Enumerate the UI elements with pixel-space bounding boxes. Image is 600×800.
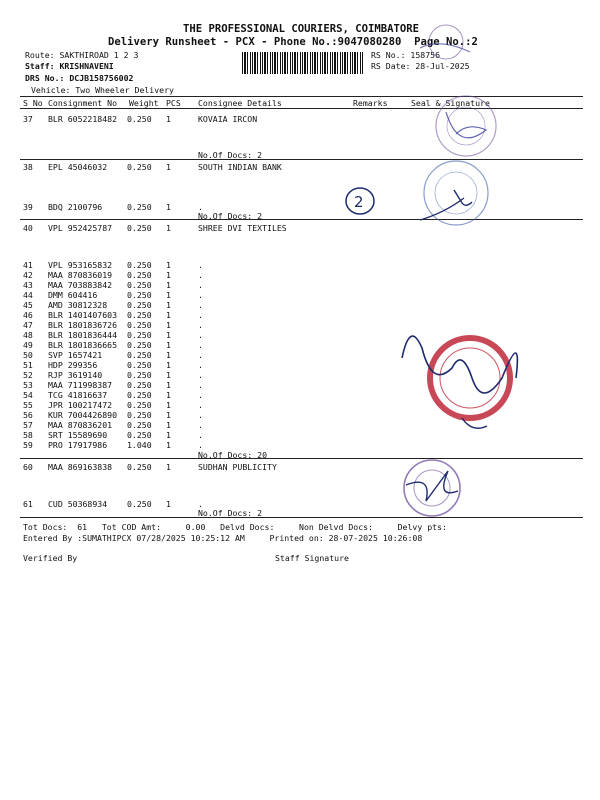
cell-weight: 0.250 <box>127 350 152 360</box>
totals-summary: Tot Docs: 61 Tot COD Amt: 0.00 Delvd Docs: Non Delvd Docs: Delvy pts: <box>23 522 447 532</box>
cell-sno: 39 <box>23 202 33 212</box>
cell-pcs: 1 <box>166 223 171 233</box>
staff-signature-label: Staff Signature <box>275 553 349 563</box>
cell-consignment: MAA 870836019 <box>48 270 113 280</box>
table-row <box>0 280 600 290</box>
col-sno: S No <box>23 98 43 108</box>
cell-pcs: 1 <box>166 280 171 290</box>
cell-weight: 0.250 <box>127 410 152 420</box>
cell-consignment: PRO 17917986 <box>48 440 108 450</box>
cell-consignee: . <box>198 340 203 350</box>
remark-mark: 2 <box>354 193 364 211</box>
cell-consignee: . <box>198 290 203 300</box>
cell-pcs: 1 <box>166 410 171 420</box>
cell-pcs: 1 <box>166 202 171 212</box>
cell-consignee: . <box>198 499 203 509</box>
cell-consignment: JPR 100217472 <box>48 400 113 410</box>
cell-sno: 43 <box>23 280 33 290</box>
cell-sno: 49 <box>23 340 33 350</box>
table-row <box>0 462 600 472</box>
cell-pcs: 1 <box>166 310 171 320</box>
col-consignment: Consignment No <box>48 98 118 108</box>
cell-weight: 0.250 <box>127 330 152 340</box>
table-row <box>0 260 600 270</box>
cell-consignee: . <box>198 330 203 340</box>
cell-consignment: MAA 711998387 <box>48 380 113 390</box>
cell-sno: 59 <box>23 440 33 450</box>
route-label: Route: SAKTHIROAD 1 2 3 <box>25 50 139 60</box>
cell-pcs: 1 <box>166 260 171 270</box>
cell-weight: 0.250 <box>127 202 152 212</box>
cell-weight: 0.250 <box>127 270 152 280</box>
docs-count: No.Of Docs: 2 <box>198 211 263 221</box>
seal-shreedevi-textile-icon <box>392 318 528 440</box>
cell-pcs: 1 <box>166 114 171 124</box>
cell-consignee: . <box>198 260 203 270</box>
cell-consignment: BLR 1401407603 <box>48 310 118 320</box>
col-weight: Weight <box>129 98 159 108</box>
cell-consignee: . <box>198 410 203 420</box>
cell-pcs: 1 <box>166 340 171 350</box>
cell-consignment: BLR 1801836444 <box>48 330 118 340</box>
cell-pcs: 1 <box>166 300 171 310</box>
cell-consignee: . <box>198 370 203 380</box>
cell-sno: 48 <box>23 330 33 340</box>
cell-pcs: 1 <box>166 270 171 280</box>
cell-consignment: VPL 953165832 <box>48 260 113 270</box>
column-headers <box>0 98 600 108</box>
col-remarks: Remarks <box>353 98 388 108</box>
cell-weight: 0.250 <box>127 114 152 124</box>
runsheet-title: Delivery Runsheet - PCX - Phone No.:9047080280 Page No.:2 <box>108 36 478 48</box>
cell-sno: 52 <box>23 370 33 380</box>
cell-pcs: 1 <box>166 330 171 340</box>
cell-consignee: SHREE DVI TEXTILES <box>198 223 287 233</box>
cell-sno: 38 <box>23 162 33 172</box>
cell-weight: 0.250 <box>127 420 152 430</box>
table-row <box>0 223 600 233</box>
company-name: THE PROFESSIONAL COURIERS, COIMBATORE <box>183 23 419 35</box>
cell-weight: 0.250 <box>127 360 152 370</box>
cell-consignee: . <box>198 270 203 280</box>
cell-consignee: . <box>198 300 203 310</box>
cell-sno: 56 <box>23 410 33 420</box>
cell-consignee: . <box>198 310 203 320</box>
col-consignee: Consignee Details <box>198 98 282 108</box>
cell-sno: 42 <box>23 270 33 280</box>
cell-pcs: 1 <box>166 499 171 509</box>
cell-weight: 0.250 <box>127 390 152 400</box>
cell-consignee: . <box>198 360 203 370</box>
cell-weight: 0.250 <box>127 162 152 172</box>
cell-consignee: . <box>198 320 203 330</box>
cell-consignment: MAA 703883842 <box>48 280 113 290</box>
cell-consignee: . <box>198 430 203 440</box>
cell-pcs: 1 <box>166 462 171 472</box>
cell-pcs: 1 <box>166 350 171 360</box>
cell-weight: 0.250 <box>127 280 152 290</box>
cell-sno: 57 <box>23 420 33 430</box>
cell-consignment: HDP 299356 <box>48 360 98 370</box>
cell-pcs: 1 <box>166 420 171 430</box>
cell-consignment: BDQ 2100796 <box>48 202 103 212</box>
cell-pcs: 1 <box>166 390 171 400</box>
table-row <box>0 114 600 124</box>
cell-consignment: CUD 50368934 <box>48 499 108 509</box>
cell-consignment: SVP 1657421 <box>48 350 103 360</box>
verified-by: Verified By <box>23 553 78 563</box>
cell-consignment: KUR 7004426890 <box>48 410 118 420</box>
cell-consignment: DMM 604416 <box>48 290 98 300</box>
cell-sno: 45 <box>23 300 33 310</box>
cell-sno: 60 <box>23 462 33 472</box>
docs-count: No.Of Docs: 2 <box>198 150 263 160</box>
cell-sno: 41 <box>23 260 33 270</box>
cell-sno: 54 <box>23 390 33 400</box>
seal-sudhan-publicity-icon <box>392 455 476 521</box>
remark-circle-icon <box>340 182 380 220</box>
cell-consignee: KOVAIA IRCON <box>198 114 258 124</box>
cell-consignee: . <box>198 280 203 290</box>
cell-sno: 44 <box>23 290 33 300</box>
section-divider <box>20 458 583 459</box>
table-row <box>0 290 600 300</box>
cell-sno: 61 <box>23 499 33 509</box>
cell-weight: 0.250 <box>127 380 152 390</box>
cell-weight: 0.250 <box>127 370 152 380</box>
cell-weight: 0.250 <box>127 320 152 330</box>
cell-consignment: EPL 45046032 <box>48 162 108 172</box>
page-stamp-overlay <box>400 8 600 68</box>
cell-sno: 46 <box>23 310 33 320</box>
cell-consignment: VPL 952425787 <box>48 223 113 233</box>
cell-pcs: 1 <box>166 360 171 370</box>
cell-weight: 0.250 <box>127 223 152 233</box>
cell-pcs: 1 <box>166 380 171 390</box>
cell-consignment: BLR 1801836665 <box>48 340 118 350</box>
cell-consignment: AMD 30812328 <box>48 300 108 310</box>
cell-pcs: 1 <box>166 370 171 380</box>
cell-sno: 37 <box>23 114 33 124</box>
cell-weight: 0.250 <box>127 300 152 310</box>
cell-pcs: 1 <box>166 290 171 300</box>
cell-consignment: MAA 869163838 <box>48 462 113 472</box>
table-row <box>0 270 600 280</box>
table-row <box>0 162 600 172</box>
cell-consignee: SUDHAN PUBLICITY <box>198 462 277 472</box>
cell-consignment: RJP 3619140 <box>48 370 103 380</box>
cell-sno: 53 <box>23 380 33 390</box>
cell-consignment: BLR 6052218482 <box>48 114 118 124</box>
cell-consignee: . <box>198 202 203 212</box>
barcode <box>242 52 364 74</box>
cell-weight: 0.250 <box>127 290 152 300</box>
docs-count: No.Of Docs: 2 <box>198 508 263 518</box>
entered-by: Entered By :SUMATHIPCX 07/28/2025 10:25:12 AM Printed on: 28-07-2025 10:26:08 <box>23 533 423 543</box>
cell-weight: 1.040 <box>127 440 152 450</box>
cell-pcs: 1 <box>166 400 171 410</box>
docs-count: No.Of Docs: 20 <box>198 450 268 460</box>
cell-weight: 0.250 <box>127 462 152 472</box>
cell-sno: 40 <box>23 223 33 233</box>
staff-label: Staff: KRISHNAVENI <box>25 61 114 71</box>
cell-consignment: TCG 41816637 <box>48 390 108 400</box>
cell-weight: 0.250 <box>127 400 152 410</box>
cell-sno: 51 <box>23 360 33 370</box>
table-row <box>0 300 600 310</box>
cell-pcs: 1 <box>166 162 171 172</box>
cell-consignee: SOUTH INDIAN BANK <box>198 162 282 172</box>
cell-weight: 0.250 <box>127 499 152 509</box>
vehicle-label: Vehicle: Two Wheeler Delivery <box>31 85 174 95</box>
cell-consignee: . <box>198 420 203 430</box>
rs-date: RS Date: 28-Jul-2025 <box>371 61 470 71</box>
seal-kovaia-ircon-icon <box>428 92 508 162</box>
cell-sno: 55 <box>23 400 33 410</box>
cell-consignee: . <box>198 400 203 410</box>
cell-consignee: . <box>198 390 203 400</box>
section-divider <box>20 219 583 220</box>
seal-south-indian-bank-icon <box>414 158 498 230</box>
cell-consignee: . <box>198 350 203 360</box>
col-seal: Seal & Signature <box>411 98 490 108</box>
cell-consignment: SRT 15589690 <box>48 430 108 440</box>
cell-sno: 47 <box>23 320 33 330</box>
table-row <box>0 440 600 450</box>
col-pcs: PCS <box>166 98 181 108</box>
rs-number: RS No.: 158756 <box>371 50 441 60</box>
section-divider <box>20 517 583 518</box>
cell-pcs: 1 <box>166 430 171 440</box>
drs-number: DRS No.: DCJB158756002 <box>25 73 134 83</box>
cell-consignment: MAA 870836201 <box>48 420 113 430</box>
cell-consignee: . <box>198 380 203 390</box>
cell-consignee: . <box>198 440 203 450</box>
cell-pcs: 1 <box>166 320 171 330</box>
cell-weight: 0.250 <box>127 430 152 440</box>
cell-pcs: 1 <box>166 440 171 450</box>
cell-weight: 0.250 <box>127 260 152 270</box>
cell-weight: 0.250 <box>127 310 152 320</box>
cell-sno: 58 <box>23 430 33 440</box>
cell-consignment: BLR 1801836726 <box>48 320 118 330</box>
cell-weight: 0.250 <box>127 340 152 350</box>
cell-sno: 50 <box>23 350 33 360</box>
